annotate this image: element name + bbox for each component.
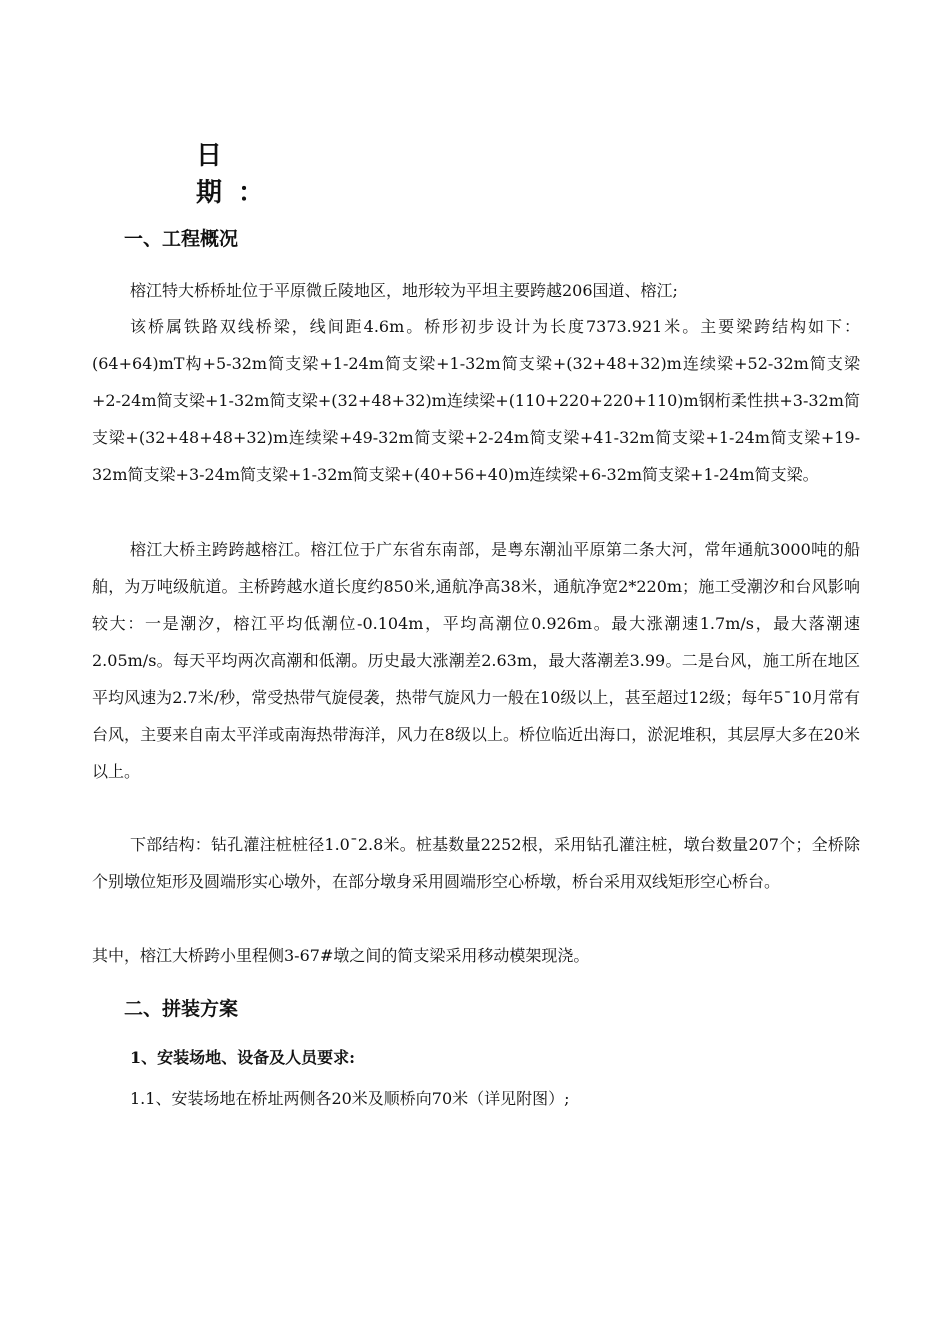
date-label-char1: 日 [196, 141, 239, 171]
subheading-site-requirements: 1、安装场地、设备及人员要求: [130, 1048, 356, 1067]
date-label-char2: 期： [196, 178, 281, 208]
list-item-site: 1.1、安装场地在桥址两侧各20米及顺桥向70米（详见附图）; [130, 1089, 570, 1108]
paragraph-structure: 该桥属铁路双线桥梁，线间距4.6m。桥形初步设计为长度7373.921米。主要梁跨结构如下：(64+64)mT构+5-32m简支梁+1-24m简支梁+1-32m简支梁+(32+48+32)m连续梁+52-32m简支梁+2-24m简支梁+1-32m简支梁+(32+48+32)m连续梁+(110+220+220+110)m钢桁柔性拱+3-32m简支梁+(32+48+48+32)m连续梁+49-32m简支梁+2-24m简支梁+41-32m简支梁+1-24m简支梁+19-32m简支梁+3-24m简支梁+1-32m简支梁+(40+56+40)m连续梁+6-32m简支梁+1-24m简支梁。 [92, 317, 860, 484]
section-heading-assembly-plan: 二、拼装方案 [124, 998, 239, 1020]
paragraph-location: 榕江特大桥桥址位于平原微丘陵地区，地形较为平坦主要跨越206国道、榕江; [130, 281, 678, 300]
paragraph-construction-method: 其中，榕江大桥跨小里程侧3-67#墩之间的简支梁采用移动模架现浇。 [92, 946, 590, 965]
paragraph-river-conditions: 榕江大桥主跨跨越榕江。榕江位于广东省东南部，是粤东潮汕平原第二条大河，常年通航3000吨的船舶，为万吨级航道。主桥跨越水道长度约850米,通航净高38米，通航净宽2*220m；施工受潮汐和台风影响较大：一是潮汐，榕江平均低潮位-0.104m，平均高潮位0.926m。最大涨潮速1.7m/s，最大落潮速2.05m/s。每天平均两次高潮和低潮。历史最大涨潮差2.63m，最大落潮差3.99。二是台风，施工所在地区平均风速为2.7米/秒，常受热带气旋侵袭，热带气旋风力一般在10级以上，甚至超过12级；每年5¯10月常有台风，主要来自南太平洋或南海热带海洋，风力在8级以上。桥位临近出海口，淤泥堆积，其层厚大多在20米以上。 [92, 540, 860, 781]
paragraph-substructure: 下部结构：钻孔灌注桩桩径1.0¯2.8米。桩基数量2252根，采用钻孔灌注桩，墩台数量207个；全桥除个别墩位矩形及圆端形实心墩外，在部分墩身采用圆端形空心桥墩，桥台采用双线矩形空心桥台。 [92, 835, 860, 891]
section-heading-overview: 一、工程概况 [124, 228, 239, 250]
